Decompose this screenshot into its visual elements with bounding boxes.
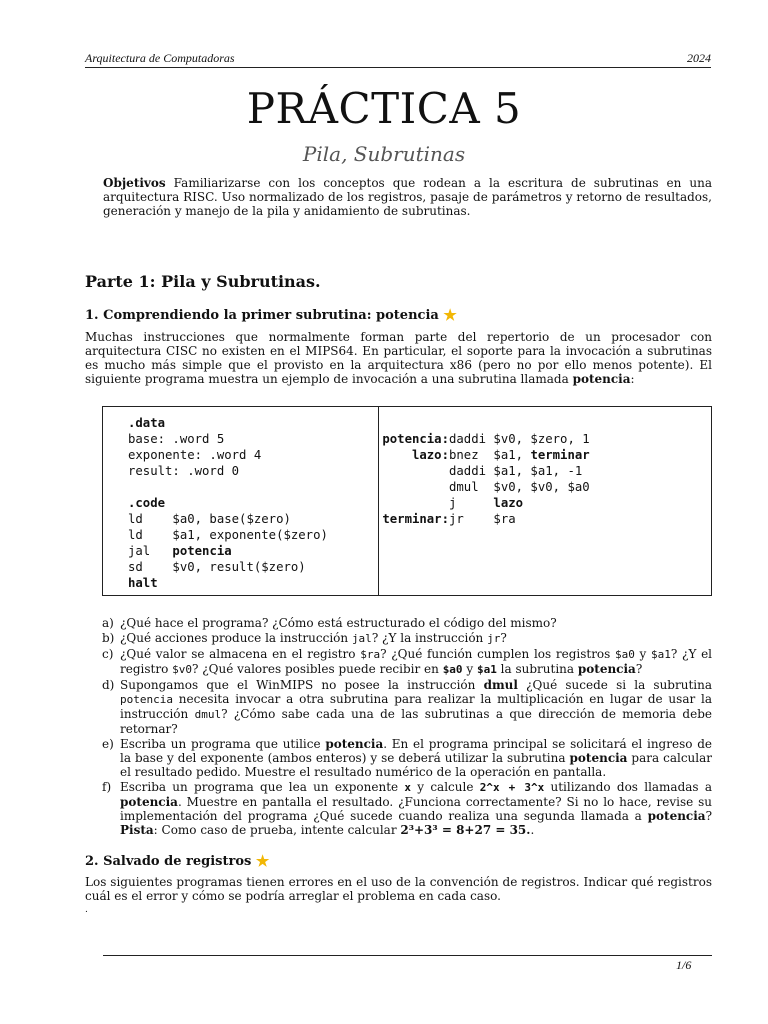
question-marker: d)	[102, 678, 115, 692]
code-jump-target: lazo	[493, 496, 524, 510]
inline-code: $a0	[615, 648, 635, 661]
code-label-lazo: lazo:	[411, 448, 449, 462]
data-directive: .data	[128, 416, 166, 430]
intro-text: Muchas instrucciones que normalmente forman parte del repertorio de un procesador con arquitectura CISC no existen en el MIPS64. En particular, el soporte para la invocación a subrutinas es mucho más simple que el provisto en la arquitectura x86 (pero no por ello menos potente). El siguiente programa muestra un ejemplo de invocación a una subrutina llamada	[85, 330, 712, 386]
section1-intro	[85, 330, 712, 386]
code-line: jr $ra	[449, 512, 516, 526]
inline-code: $v0	[172, 663, 192, 676]
running-header	[85, 51, 711, 68]
question-text: . En el programa principal se solicitará el ingreso de la base y del exponente (ambos enteros) y se deberá utilizar la subrutina	[120, 737, 712, 765]
intro-colon: :	[630, 372, 635, 386]
code-line: ld $a0, base($zero)	[128, 512, 291, 526]
question-text: ¿Qué sucede si la subrutina	[517, 678, 713, 692]
question-marker: f)	[102, 780, 112, 794]
question-text: y	[634, 647, 652, 661]
bold-text: potencia	[647, 809, 706, 823]
header-year: 2024	[687, 51, 711, 65]
section2-text: Los siguientes programas tienen errores en el uso de la convención de registros. Indicar qué registros cuál es el error y cómo se podría arreglar el problema en cada caso.	[85, 875, 712, 903]
code-line: daddi $v0, $zero, 1	[449, 432, 590, 446]
question-marker: e)	[102, 737, 114, 751]
code-main-program	[103, 407, 379, 595]
code-line: sd $v0, result($zero)	[128, 560, 306, 574]
inline-code-bold: $a0	[442, 663, 463, 676]
question-b	[85, 631, 712, 646]
question-marker: b)	[102, 631, 115, 645]
section2-trailing-dot: .	[85, 905, 88, 915]
question-text: ? ¿Y el registro	[120, 647, 713, 676]
question-text: ?	[635, 662, 643, 676]
code-directive: .code	[128, 496, 166, 510]
question-f	[85, 780, 712, 837]
code-line-op: jal	[128, 544, 173, 558]
question-text: la subrutina	[496, 662, 578, 676]
question-text: ? ¿Qué valores posibles puede recibir en	[192, 662, 443, 676]
course-name: Arquitectura de Computadoras	[85, 51, 235, 65]
question-text: ? ¿Y la instrucción	[371, 631, 488, 645]
code-halt: halt	[128, 576, 158, 590]
code-line: daddi $a1, $a1, -1	[449, 464, 583, 478]
question-text: ¿Qué valor se almacena en el registro	[120, 647, 361, 661]
inline-code-bold: 2^x + 3^x	[479, 781, 545, 794]
code-jal-target: potencia	[172, 544, 232, 558]
question-a	[85, 616, 712, 630]
bold-text: dmul	[483, 678, 518, 692]
question-marker: a)	[102, 616, 114, 630]
code-branch-target: terminar	[530, 448, 590, 462]
question-text: utilizando dos llamadas a	[544, 780, 712, 794]
question-text: . Muestre en pantalla el resultado. ¿Funciona correctamente? Si no lo hace, revise su implementación del programa ¿Qué sucede cuando realiza una segunda llamada a	[120, 795, 712, 823]
page-subtitle: Pila, Subrutinas	[302, 142, 466, 166]
inline-code-bold: $a1	[476, 663, 497, 676]
code-listing	[102, 406, 712, 596]
question-text: para calcular el resultado pedido. Muestre el resultado numérico de la operación en pantalla.	[120, 751, 713, 779]
code-line: exponente: .word 4	[128, 448, 262, 462]
question-text: .	[530, 823, 535, 837]
bold-text: potencia	[325, 737, 384, 751]
code-line: dmul $v0, $v0, $a0	[449, 480, 590, 494]
inline-code: $a1	[651, 648, 671, 661]
inline-code: dmul	[194, 708, 222, 721]
intro-bold-potencia: potencia	[572, 372, 631, 386]
question-d	[85, 678, 712, 736]
star-icon: ★	[443, 306, 457, 324]
section1-heading	[85, 306, 457, 324]
question-text: ?	[705, 809, 712, 823]
question-text: y calcule	[411, 780, 480, 794]
objectives-label: Objetivos	[103, 176, 166, 190]
code-label-potencia: potencia:	[382, 432, 449, 446]
code-subroutine	[379, 407, 711, 595]
objectives-paragraph	[103, 176, 712, 218]
question-text: ?	[500, 631, 507, 645]
inline-code: jal	[351, 632, 372, 645]
question-text: necesita invocar a otra subrutina para realizar la multiplicación en lugar de usar la instrucción	[120, 692, 712, 721]
bold-text: potencia	[569, 751, 628, 765]
question-text: Escriba un programa que utilice	[120, 737, 326, 751]
question-text: y	[462, 662, 477, 676]
objectives-text: Familiarizarse con los conceptos que rodean a la escritura de subrutinas en una arquitectura RISC. Uso normalizado de los registros, pasaje de parámetros y retorno de resultados, generación y manejo de la pila y anidamiento de subrutinas.	[103, 176, 712, 218]
part1-heading: Parte 1: Pila y Subrutinas.	[85, 272, 321, 291]
page-number: 1/6	[676, 958, 692, 972]
bold-text: Pista	[120, 823, 154, 837]
page-title: PRÁCTICA 5	[246, 84, 522, 133]
question-text: ? ¿Cómo sabe cada una de las subrutinas a que dirección de memoria debe retornar?	[120, 707, 712, 736]
star-icon: ★	[255, 852, 270, 870]
section2-heading	[85, 852, 269, 870]
section2-title: 2. Salvado de registros	[85, 854, 252, 869]
inline-code: jr	[487, 632, 501, 645]
footer-rule	[103, 955, 712, 956]
code-line: j	[449, 496, 494, 510]
inline-code: $ra	[360, 648, 381, 661]
inline-code: potencia	[120, 693, 173, 706]
question-text: ¿Qué acciones produce la instrucción	[120, 631, 352, 645]
question-c	[85, 647, 712, 677]
section1-title: 1. Comprendiendo la primer subrutina: potencia	[85, 308, 439, 323]
code-line: bnez $a1,	[449, 448, 531, 462]
question-marker: c)	[102, 647, 114, 661]
question-list	[85, 616, 712, 838]
question-text: Supongamos que el WinMIPS no posee la instrucción	[120, 678, 484, 692]
bold-text: potencia	[120, 795, 178, 809]
code-line: result: .word 0	[128, 464, 240, 478]
bold-text: potencia	[577, 662, 636, 676]
code-label-terminar: terminar:	[382, 512, 449, 526]
question-text: ? ¿Qué función cumplen los registros	[380, 647, 615, 661]
code-line: base: .word 5	[128, 432, 225, 446]
inline-code-bold: x	[404, 781, 412, 794]
question-e	[85, 737, 712, 779]
question-text: ¿Qué hace el programa? ¿Cómo está estructurado el código del mismo?	[120, 616, 557, 630]
question-text: : Como caso de prueba, intente calcular	[153, 823, 401, 837]
bold-text: 2³+3³ = 8+27 = 35.	[400, 823, 531, 837]
question-text: Escriba un programa que lea un exponente	[120, 780, 405, 794]
code-line: ld $a1, exponente($zero)	[128, 528, 328, 542]
